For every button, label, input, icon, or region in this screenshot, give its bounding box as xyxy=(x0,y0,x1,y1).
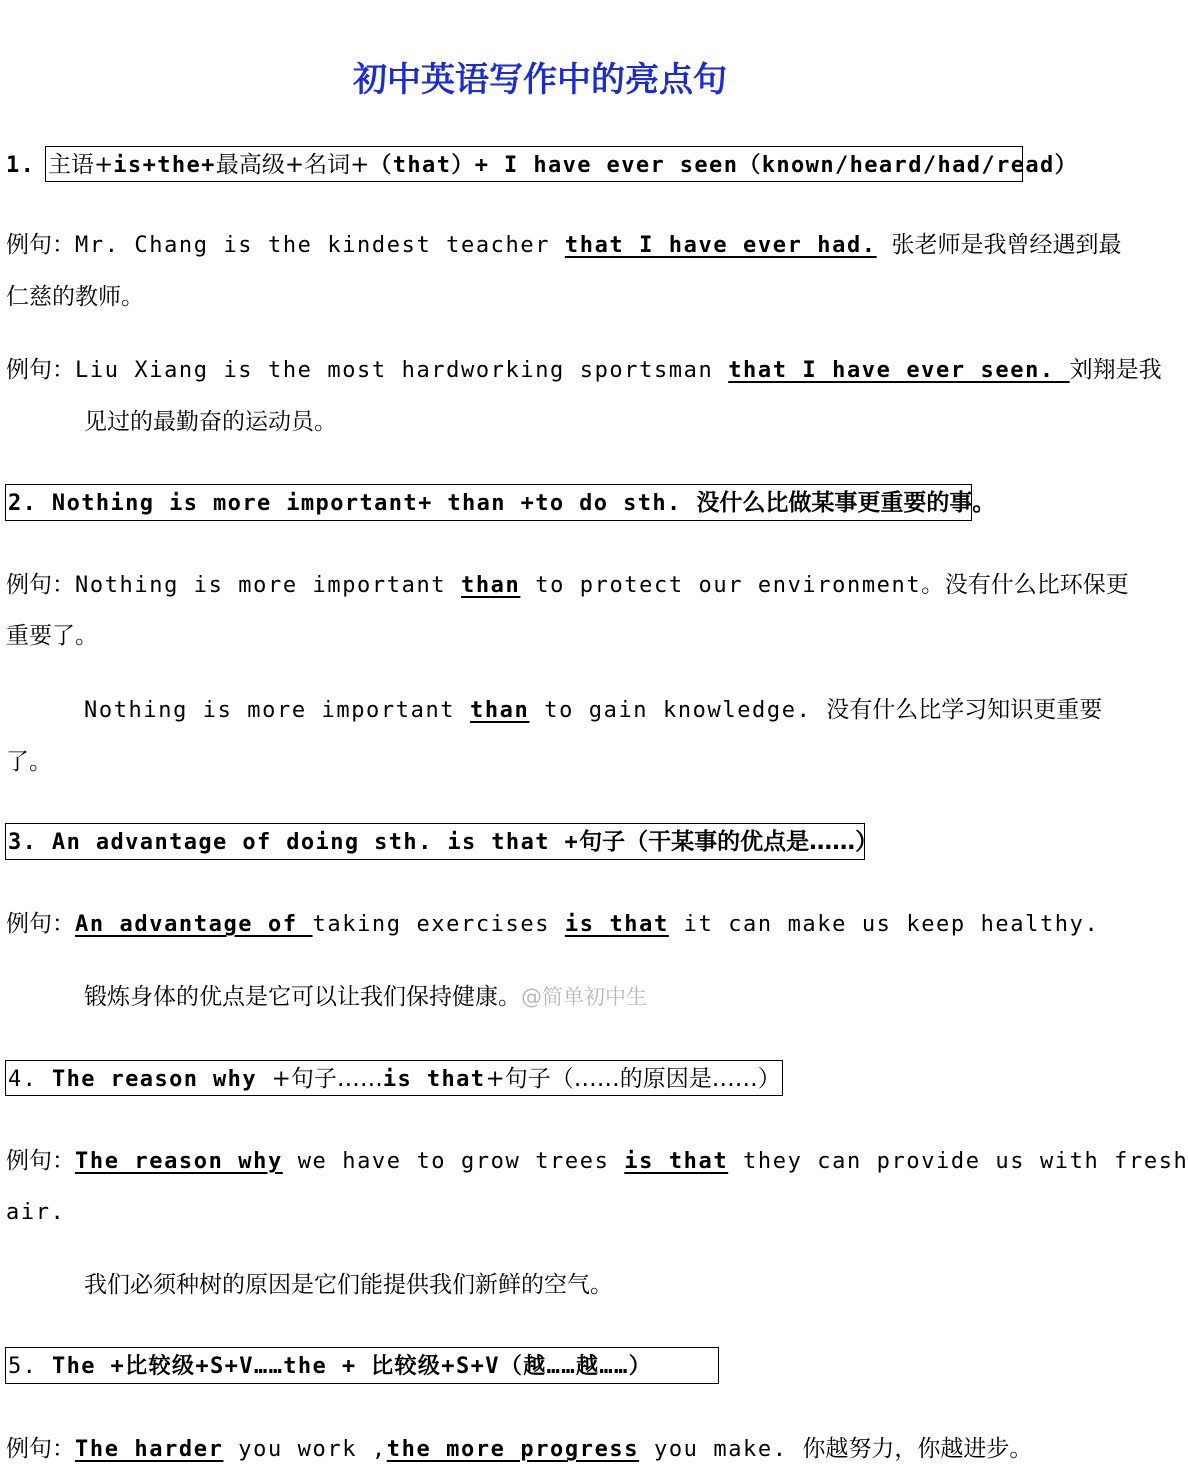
section-2-pattern: 2. Nothing is more important+ than +to do sth. 没什么比做某事更重要的事。 xyxy=(8,490,996,516)
section-1-number: 1. xyxy=(6,153,36,178)
section-3-example-1-translation: 锻炼身体的优点是它可以让我们保持健康。@简单初中生 xyxy=(84,984,647,1010)
section-4-example-1-translation: 我们必须种树的原因是它们能提供我们新鲜的空气。 xyxy=(84,1272,613,1298)
section-1-example-1: 例句：Mr. Chang is the kindest teacher that I have ever had. 张老师是我曾经遇到最 xyxy=(6,232,1122,258)
section-5-pattern: 5. The +比较级+S+V……the + 比较级+S+V（越……越……） xyxy=(8,1354,653,1379)
section-4-pattern: 4. The reason why +句子……is that+句子（……的原因是……） xyxy=(8,1066,781,1092)
watermark: @简单初中生 xyxy=(521,985,647,1009)
section-3-example-1: 例句：An advantage of taking exercises is that it can make us keep healthy. xyxy=(6,911,1100,937)
section-2-example-1: 例句：Nothing is more important than to protect our environment。没有什么比环保更 xyxy=(6,572,1129,598)
section-2-example-1-cont: 重要了。 xyxy=(6,623,98,649)
page-title: 初中英语写作中的亮点句 xyxy=(353,60,727,100)
section-2-example-2-cont: 了。 xyxy=(6,749,52,775)
section-1-example-1-cont: 仁慈的教师。 xyxy=(6,284,144,310)
section-5-example-1: 例句：The harder you work ,the more progress you make. 你越努力，你越进步。 xyxy=(6,1436,1033,1462)
section-3-pattern: 3. An advantage of doing sth. is that +句子（干某事的优点是……） xyxy=(8,829,879,855)
section-1-pattern: 主语+is+the+最高级+名词+（that）+ I have ever seen（known/heard/had/read） xyxy=(48,152,1079,178)
section-1-example-2-cont: 见过的最勤奋的运动员。 xyxy=(84,409,337,435)
section-4-example-1: 例句：The reason why we have to grow trees is that they can provide us with fresh xyxy=(6,1148,1188,1174)
section-4-example-1-cont: air. xyxy=(6,1200,66,1225)
section-2-example-2: Nothing is more important than to gain knowledge. 没有什么比学习知识更重要 xyxy=(84,697,1103,723)
section-1-example-2: 例句：Liu Xiang is the most hardworking sportsman that I have ever seen. 刘翔是我 xyxy=(6,357,1162,383)
